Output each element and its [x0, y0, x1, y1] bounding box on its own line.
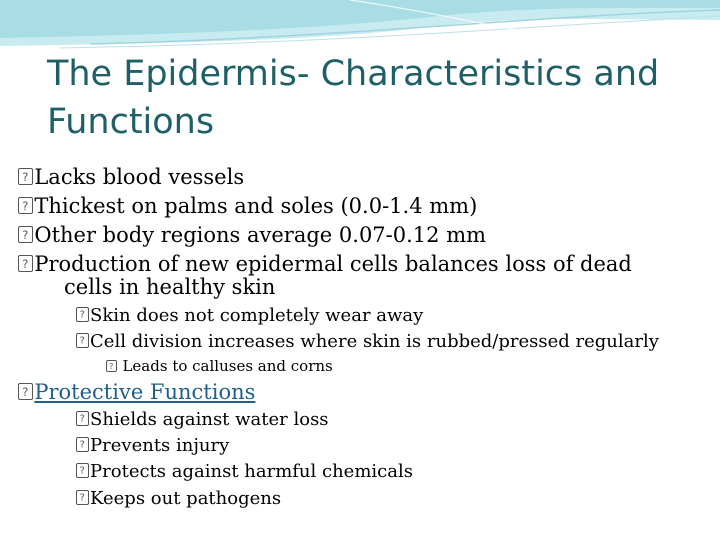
bullet-continuation: cells in healthy skin	[64, 275, 276, 299]
bullet-box-icon	[76, 411, 89, 426]
bullet-item	[18, 165, 244, 189]
bullet-text: Production of new epidermal cells balances loss of dead	[34, 252, 632, 276]
bullet-text: Leads to calluses and corns	[122, 357, 333, 375]
bullet-box-icon	[18, 383, 33, 400]
bullet-text: Keeps out pathogens	[90, 488, 282, 509]
bullet-item	[18, 194, 477, 218]
bullet-box-icon	[76, 463, 89, 478]
bullet-item	[18, 223, 486, 247]
bullet-box-icon	[18, 255, 33, 272]
bullet-text: Lacks blood vessels	[34, 165, 245, 189]
sub-bullet-item	[76, 409, 329, 430]
sub-bullet-item	[76, 305, 423, 326]
protective-functions-link[interactable]: Protective Functions	[34, 380, 256, 404]
bullet-item	[18, 380, 255, 404]
bullet-box-icon	[18, 226, 33, 243]
bullet-text: Protects against harmful chemicals	[90, 461, 413, 482]
bullet-text: Other body regions average 0.07-0.12 mm	[34, 223, 487, 247]
bullet-box-icon	[18, 168, 33, 185]
bullet-box-icon	[76, 437, 89, 452]
bullet-box-icon	[76, 490, 89, 505]
sub-bullet-item	[76, 488, 281, 509]
bullet-text: Prevents injury	[90, 435, 230, 456]
bullet-text: Thickest on palms and soles (0.0-1.4 mm)	[34, 194, 478, 218]
bullet-box-icon	[76, 333, 89, 348]
bullet-box-icon	[76, 307, 89, 322]
bullet-text: Cell division increases where skin is rubbed/pressed regularly	[90, 331, 659, 352]
bullet-text: Skin does not completely wear away	[90, 305, 424, 326]
sub-sub-bullet-item	[106, 357, 333, 375]
sub-bullet-item	[76, 331, 659, 352]
sub-bullet-item	[76, 461, 413, 482]
bullet-box-icon	[106, 360, 117, 372]
bullet-item	[18, 252, 632, 276]
page-title: The Epidermis- Characteristics and Functions	[47, 54, 660, 142]
bullet-box-icon	[18, 197, 33, 214]
bullet-text: Shields against water loss	[90, 409, 329, 430]
sub-bullet-item	[76, 435, 229, 456]
